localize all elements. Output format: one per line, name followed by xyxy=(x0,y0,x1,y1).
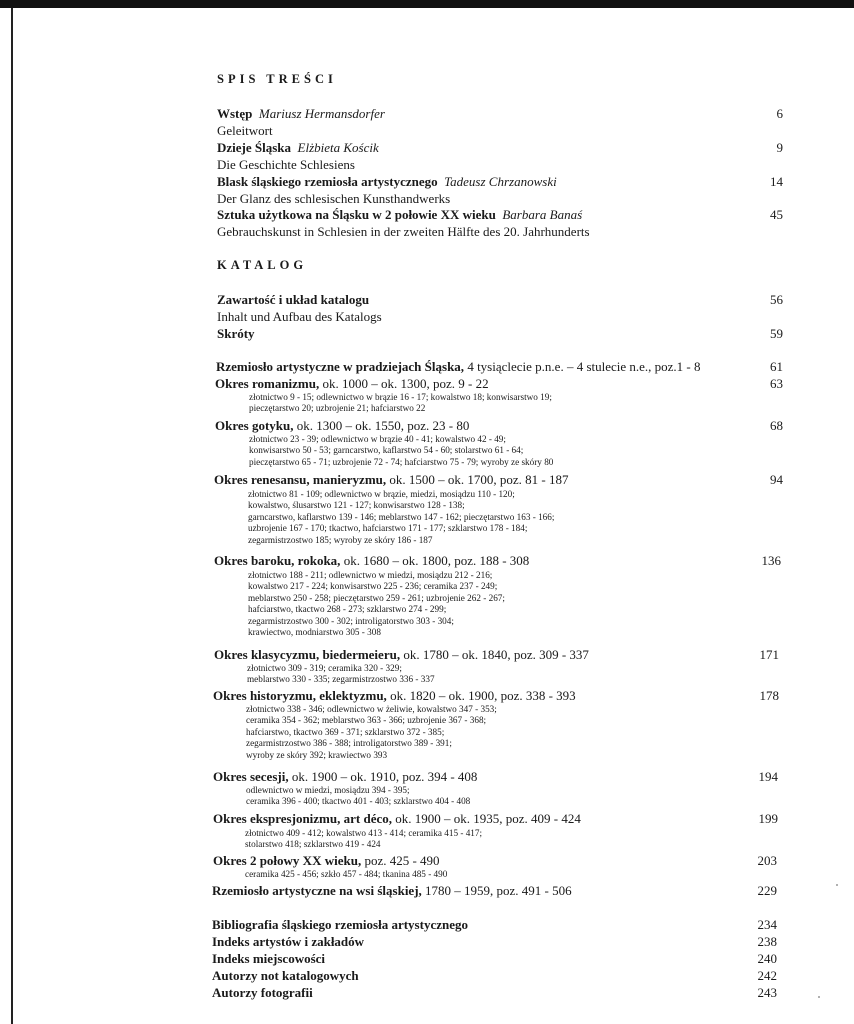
craft-line: stolarstwo 418; szklarstwo 419 - 424 xyxy=(245,839,381,850)
page-number: 9 xyxy=(776,140,783,155)
essay-title: Dzieje Śląska xyxy=(217,140,292,155)
craft-line: konwisarstwo 50 - 53; garncarstwo, kaflarstwo 54 - 60; stolarstwo 61 - 64; xyxy=(249,445,524,456)
entry-subtitle: Inhalt und Aufbau des Katalogs xyxy=(217,309,382,324)
craft-line: złotnictwo 338 - 346; odlewnictwo w żeliwie, kowalstwo 347 - 353; xyxy=(246,704,497,714)
craft-list xyxy=(248,570,505,638)
essay-author: Tadeusz Chrzanowski xyxy=(444,174,557,189)
page-number: 61 xyxy=(770,359,783,374)
period-title: Okres ekspresjonizmu, art déco, xyxy=(213,811,392,826)
page-number: 229 xyxy=(757,883,777,898)
entry-title: Zawartość i układ katalogu xyxy=(217,292,370,307)
craft-line: wyroby ze skóry 392; krawiectwo 393 xyxy=(246,749,388,760)
appendix-title: Autorzy fotografii xyxy=(212,985,313,1000)
page-number: 14 xyxy=(770,174,783,189)
craft-line: pieczętarstwo 65 - 71; uzbrojenie 72 - 74; hafciarstwo 75 - 79; wyroby ze skóry 80 xyxy=(249,456,554,467)
craft-list xyxy=(247,663,435,686)
craft-list xyxy=(245,828,482,851)
page-number: 68 xyxy=(770,418,783,433)
period-detail: ok. 1900 – ok. 1910, poz. 394 - 408 xyxy=(288,769,478,784)
craft-line: zegarmistrzostwo 300 - 302; introligatorstwo 303 - 304; xyxy=(248,615,454,626)
page-number: 234 xyxy=(757,917,777,932)
craft-line: zegarmistrzostwo 386 - 388; introligatorstwo 389 - 391; xyxy=(246,738,452,749)
period-title: Rzemiosło artystyczne na wsi śląskiej, xyxy=(212,883,422,898)
craft-line: złotnictwo 409 - 412; kowalstwo 413 - 414; ceramika 415 - 417; xyxy=(245,828,483,838)
essay-title: Wstęp xyxy=(217,106,253,121)
appendix-title: Bibliografia śląskiego rzemiosła artystycznego xyxy=(212,917,468,932)
page-number: 94 xyxy=(770,472,783,487)
craft-list xyxy=(249,392,552,415)
craft-line: kowalstwo 217 - 224; konwisarstwo 225 - 236; ceramika 237 - 249; xyxy=(248,581,498,592)
essay-title: Sztuka użytkowa na Śląsku w 2 połowie XX wieku xyxy=(217,207,496,222)
essay-title: Blask śląskiego rzemiosła artystycznego xyxy=(217,174,438,189)
page-number: 203 xyxy=(757,853,777,868)
essay-subtitle: Die Geschichte Schlesiens xyxy=(217,157,355,172)
craft-line: złotnictwo 188 - 211; odlewnictwo w miedzi, mosiądzu 212 - 216; xyxy=(248,570,493,580)
craft-line: złotnictwo 309 - 319; ceramika 320 - 329; xyxy=(247,663,402,673)
catalog-heading: KATALOG xyxy=(217,258,308,272)
period-title: Okres secesji, xyxy=(213,769,289,784)
period-detail: 1780 – 1959, poz. 491 - 506 xyxy=(421,883,572,898)
craft-line: ceramika 396 - 400; tkactwo 401 - 403; szklarstwo 404 - 408 xyxy=(246,796,471,807)
appendix-title: Indeks artystów i zakładów xyxy=(212,934,365,949)
essay-author: Elżbieta Kościk xyxy=(297,140,379,155)
craft-line: złotnictwo 23 - 39; odlewnictwo w brązie 40 - 41; kowalstwo 42 - 49; xyxy=(249,434,506,444)
period-detail: ok. 1000 – ok. 1300, poz. 9 - 22 xyxy=(319,376,489,391)
period-detail: ok. 1780 – ok. 1840, poz. 309 - 337 xyxy=(400,647,589,662)
craft-list xyxy=(248,489,554,546)
page-number: 171 xyxy=(759,647,779,662)
scan-speck xyxy=(818,996,820,998)
entry-title: Skróty xyxy=(217,326,255,341)
page-number: 136 xyxy=(761,553,781,568)
craft-line: meblarstwo 250 - 258; pieczętarstwo 259 - 261; uzbrojenie 262 - 267; xyxy=(248,592,505,603)
period-title: Okres historyzmu, eklektyzmu, xyxy=(213,688,387,703)
period-detail: ok. 1680 – ok. 1800, poz. 188 - 308 xyxy=(340,553,530,568)
craft-line: ceramika 425 - 456; szkło 457 - 484; tkanina 485 - 490 xyxy=(245,869,448,879)
period-title: Okres gotyku, xyxy=(215,418,294,433)
craft-line: złotnictwo 81 - 109; odlewnictwo w brązie, miedzi, mosiądzu 110 - 120; xyxy=(248,489,515,499)
period-title: Okres baroku, rokoka, xyxy=(214,553,341,568)
craft-list xyxy=(249,434,553,468)
craft-list xyxy=(246,785,470,808)
craft-line: garncarstwo, kaflarstwo 139 - 146; meblarstwo 147 - 162; pieczętarstwo 163 - 166; xyxy=(248,511,555,522)
craft-line: meblarstwo 330 - 335; zegarmistrzostwo 336 - 337 xyxy=(247,674,435,685)
craft-list xyxy=(245,869,447,880)
essay-author: Barbara Banaś xyxy=(502,207,583,222)
contents-heading: SPIS TREŚCI xyxy=(217,72,337,86)
period-title: Okres romanizmu, xyxy=(215,376,320,391)
craft-line: ceramika 354 - 362; meblarstwo 363 - 366; uzbrojenie 367 - 368; xyxy=(246,715,487,726)
craft-line: kowalstwo, ślusarstwo 121 - 127; konwisarstwo 128 - 138; xyxy=(248,500,465,511)
craft-line: uzbrojenie 167 - 170; tkactwo, hafciarstwo 171 - 177; szklarstwo 178 - 184; xyxy=(248,523,528,534)
page-number: 243 xyxy=(757,985,777,1000)
craft-line: odlewnictwo w miedzi, mosiądzu 394 - 395; xyxy=(246,785,410,795)
period-title: Okres klasycyzmu, biedermeieru, xyxy=(214,647,401,662)
essay-subtitle: Der Glanz des schlesischen Kunsthandwerks xyxy=(217,191,451,206)
craft-line: hafciarstwo, tkactwo 369 - 371; szklarstwo 372 - 385; xyxy=(246,726,445,737)
essay-subtitle: Gebrauchskunst in Schlesien in der zweiten Hälfte des 20. Jahrhunderts xyxy=(217,224,590,239)
period-title: Okres renesansu, manieryzmu, xyxy=(214,472,387,487)
craft-line: zegarmistrzostwo 185; wyroby ze skóry 186 - 187 xyxy=(248,534,433,545)
page-number: 242 xyxy=(757,968,777,983)
craft-line: hafciarstwo, tkactwo 268 - 273; szklarstwo 274 - 299; xyxy=(248,604,447,615)
appendix-title: Indeks miejscowości xyxy=(212,951,326,966)
period-detail: ok. 1820 – ok. 1900, poz. 338 - 393 xyxy=(386,688,576,703)
period-title: Okres 2 połowy XX wieku, xyxy=(213,853,362,868)
period-title: Rzemiosło artystyczne w pradziejach Śląska, xyxy=(216,359,465,374)
period-detail: poz. 425 - 490 xyxy=(361,853,440,868)
craft-line: krawiectwo, modniarstwo 305 - 308 xyxy=(248,626,381,637)
period-detail: ok. 1500 – ok. 1700, poz. 81 - 187 xyxy=(386,472,569,487)
page-number: 194 xyxy=(758,769,778,784)
page-number: 238 xyxy=(757,934,777,949)
page-number: 59 xyxy=(770,326,783,341)
essay-subtitle: Geleitwort xyxy=(217,123,273,138)
page-number: 45 xyxy=(770,207,783,222)
period-detail: ok. 1300 – ok. 1550, poz. 23 - 80 xyxy=(293,418,470,433)
craft-list xyxy=(246,704,497,761)
page-number: 199 xyxy=(758,811,778,826)
essay-author: Mariusz Hermansdorfer xyxy=(258,106,385,121)
craft-line: złotnictwo 9 - 15; odlewnictwo w brązie 16 - 17; kowalstwo 18; konwisarstwo 19; xyxy=(249,392,552,402)
scan-speck xyxy=(836,884,838,886)
page-number: 6 xyxy=(776,106,783,121)
craft-line: pieczętarstwo 20; uzbrojenie 21; hafciarstwo 22 xyxy=(249,403,426,414)
page-number: 178 xyxy=(759,688,779,703)
page-number: 63 xyxy=(770,376,783,391)
page-number: 240 xyxy=(757,951,777,966)
page-number: 56 xyxy=(770,292,783,307)
period-detail: ok. 1900 – ok. 1935, poz. 409 - 424 xyxy=(391,811,581,826)
period-detail: 4 tysiąclecie p.n.e. – 4 stulecie n.e., poz.1 - 8 xyxy=(464,359,701,374)
appendix-title: Autorzy not katalogowych xyxy=(212,968,359,983)
